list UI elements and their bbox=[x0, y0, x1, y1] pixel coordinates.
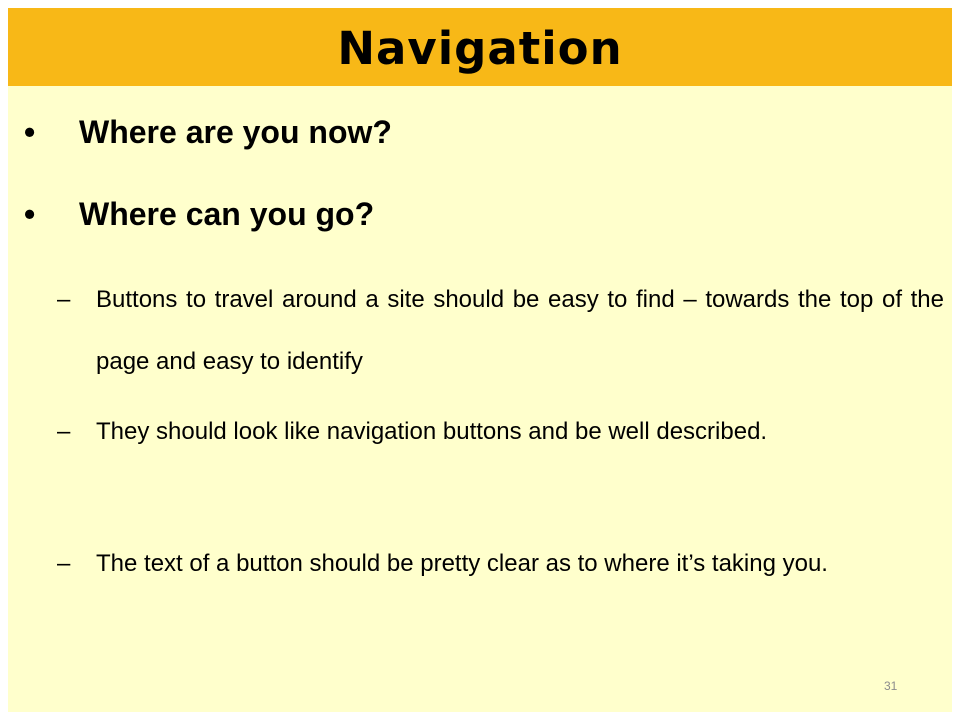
sub-point bbox=[57, 533, 944, 595]
sub-marker: – bbox=[57, 550, 71, 577]
bullet-item bbox=[24, 116, 392, 148]
bullet-item bbox=[24, 198, 374, 230]
sub-point bbox=[57, 269, 944, 393]
page-number: 31 bbox=[884, 679, 898, 693]
sub-point bbox=[57, 401, 944, 463]
sub-marker: – bbox=[57, 418, 71, 445]
bullet-marker: • bbox=[24, 196, 36, 232]
sub-point-text: The text of a button should be pretty clear as to where it’s taking you. bbox=[96, 550, 828, 577]
sub-point-text: Buttons to travel around a site should be easy to find – towards the top of the page and easy to identify bbox=[96, 286, 944, 375]
bullet-text: Where are you now? bbox=[79, 114, 392, 150]
sub-point-text: They should look like navigation buttons and be well described. bbox=[96, 418, 768, 445]
bullet-text: Where can you go? bbox=[79, 196, 375, 232]
slide-title: Navigation bbox=[337, 21, 623, 75]
sub-marker: – bbox=[57, 286, 71, 313]
bullet-marker: • bbox=[24, 114, 36, 150]
